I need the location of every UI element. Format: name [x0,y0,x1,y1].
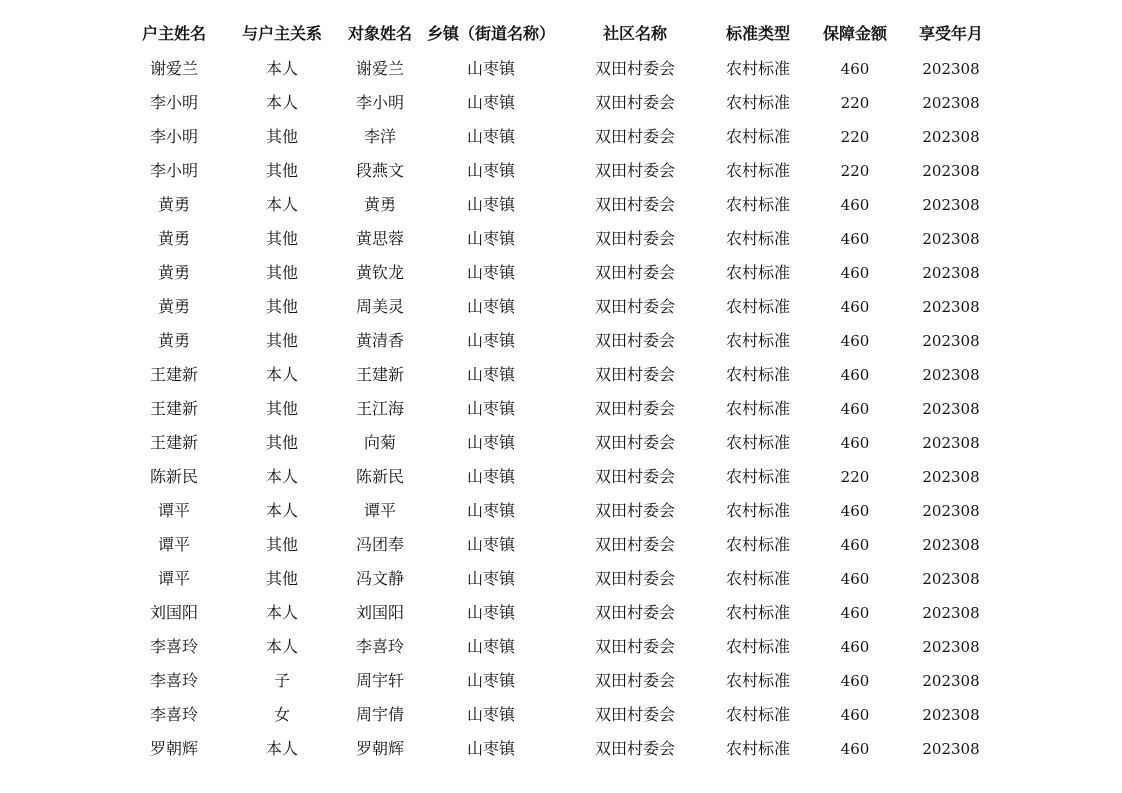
cell-month: 202308 [922,570,980,588]
cell-community: 双田村委会 [594,127,675,146]
cell-month: 202308 [922,468,980,486]
cell-relation: 其他 [265,433,298,452]
cell-household-head: 李小明 [149,161,198,180]
table-row [0,460,1122,494]
cell-household-head: 黄勇 [157,263,190,282]
cell-household-head: 谭平 [157,535,190,554]
table-row [0,222,1122,256]
cell-township: 山枣镇 [466,535,515,554]
cell-standard-type: 农村标准 [725,501,790,520]
cell-month: 202308 [922,366,980,384]
cell-community: 双田村委会 [594,467,675,486]
cell-household-head: 黄勇 [157,331,190,350]
header-recipient-name: 对象姓名 [347,24,412,43]
cell-standard-type: 农村标准 [725,569,790,588]
cell-amount: 220 [840,468,870,486]
cell-recipient-name: 冯文静 [355,569,404,588]
cell-household-head: 黄勇 [157,297,190,316]
table-row [0,426,1122,460]
cell-month: 202308 [922,740,980,758]
table-row [0,188,1122,222]
cell-month: 202308 [922,196,980,214]
table-row [0,324,1122,358]
cell-standard-type: 农村标准 [725,195,790,214]
cell-township: 山枣镇 [466,127,515,146]
cell-township: 山枣镇 [466,399,515,418]
cell-month: 202308 [922,60,980,78]
cell-standard-type: 农村标准 [725,705,790,724]
cell-recipient-name: 周宇轩 [355,671,404,690]
cell-community: 双田村委会 [594,229,675,248]
cell-township: 山枣镇 [466,161,515,180]
cell-month: 202308 [922,264,980,282]
cell-relation: 其他 [265,263,298,282]
cell-relation: 本人 [265,59,298,78]
cell-community: 双田村委会 [594,603,675,622]
cell-community: 双田村委会 [594,739,675,758]
cell-township: 山枣镇 [466,739,515,758]
cell-month: 202308 [922,162,980,180]
cell-standard-type: 农村标准 [725,637,790,656]
cell-recipient-name: 黄勇 [363,195,396,214]
cell-household-head: 刘国阳 [149,603,198,622]
cell-household-head: 罗朝辉 [149,739,198,758]
cell-standard-type: 农村标准 [725,365,790,384]
cell-recipient-name: 谢爱兰 [355,59,404,78]
cell-community: 双田村委会 [594,671,675,690]
cell-month: 202308 [922,230,980,248]
cell-community: 双田村委会 [594,365,675,384]
cell-amount: 460 [840,366,870,384]
cell-recipient-name: 李洋 [363,127,396,146]
cell-recipient-name: 李喜玲 [355,637,404,656]
cell-amount: 460 [840,638,870,656]
cell-household-head: 黄勇 [157,229,190,248]
cell-household-head: 李喜玲 [149,705,198,724]
cell-relation: 其他 [265,569,298,588]
cell-recipient-name: 周宇倩 [355,705,404,724]
table-row [0,52,1122,86]
cell-month: 202308 [922,298,980,316]
cell-month: 202308 [922,672,980,690]
cell-month: 202308 [922,638,980,656]
cell-relation: 本人 [265,739,298,758]
cell-recipient-name: 李小明 [355,93,404,112]
cell-standard-type: 农村标准 [725,535,790,554]
cell-community: 双田村委会 [594,263,675,282]
table-row [0,664,1122,698]
table-row [0,120,1122,154]
cell-amount: 460 [840,264,870,282]
table-row [0,528,1122,562]
cell-township: 山枣镇 [466,705,515,724]
cell-month: 202308 [922,536,980,554]
cell-community: 双田村委会 [594,535,675,554]
cell-township: 山枣镇 [466,331,515,350]
cell-amount: 220 [840,94,870,112]
cell-household-head: 李喜玲 [149,671,198,690]
cell-amount: 460 [840,60,870,78]
header-standard-type: 标准类型 [725,24,790,43]
cell-month: 202308 [922,400,980,418]
cell-township: 山枣镇 [466,501,515,520]
cell-recipient-name: 向菊 [363,433,396,452]
table-row [0,256,1122,290]
cell-month: 202308 [922,706,980,724]
cell-amount: 460 [840,196,870,214]
cell-household-head: 王建新 [149,433,198,452]
cell-household-head: 谭平 [157,569,190,588]
cell-standard-type: 农村标准 [725,161,790,180]
cell-standard-type: 农村标准 [725,93,790,112]
cell-recipient-name: 黄钦龙 [355,263,404,282]
cell-standard-type: 农村标准 [725,263,790,282]
cell-amount: 460 [840,298,870,316]
cell-township: 山枣镇 [466,195,515,214]
cell-amount: 460 [840,604,870,622]
cell-recipient-name: 黄思蓉 [355,229,404,248]
cell-township: 山枣镇 [466,433,515,452]
cell-household-head: 李小明 [149,93,198,112]
cell-community: 双田村委会 [594,93,675,112]
table-row [0,290,1122,324]
table-row [0,562,1122,596]
cell-standard-type: 农村标准 [725,467,790,486]
cell-amount: 460 [840,400,870,418]
cell-township: 山枣镇 [466,467,515,486]
cell-relation: 其他 [265,297,298,316]
cell-community: 双田村委会 [594,297,675,316]
cell-standard-type: 农村标准 [725,127,790,146]
cell-township: 山枣镇 [466,297,515,316]
cell-relation: 其他 [265,229,298,248]
cell-standard-type: 农村标准 [725,229,790,248]
cell-recipient-name: 陈新民 [355,467,404,486]
cell-relation: 其他 [265,161,298,180]
cell-amount: 460 [840,570,870,588]
cell-standard-type: 农村标准 [725,433,790,452]
header-relation: 与户主关系 [241,24,322,43]
table-row [0,732,1122,766]
cell-community: 双田村委会 [594,59,675,78]
table-row [0,596,1122,630]
cell-amount: 460 [840,536,870,554]
cell-standard-type: 农村标准 [725,297,790,316]
cell-standard-type: 农村标准 [725,59,790,78]
cell-recipient-name: 黄清香 [355,331,404,350]
cell-household-head: 李小明 [149,127,198,146]
cell-amount: 460 [840,434,870,452]
cell-recipient-name: 刘国阳 [355,603,404,622]
cell-community: 双田村委会 [594,433,675,452]
cell-month: 202308 [922,94,980,112]
cell-township: 山枣镇 [466,229,515,248]
cell-township: 山枣镇 [466,93,515,112]
cell-household-head: 王建新 [149,399,198,418]
cell-month: 202308 [922,604,980,622]
cell-month: 202308 [922,502,980,520]
cell-relation: 本人 [265,467,298,486]
cell-recipient-name: 王江海 [355,399,404,418]
table-row [0,630,1122,664]
cell-community: 双田村委会 [594,569,675,588]
header-community: 社区名称 [602,24,667,43]
table-row [0,392,1122,426]
header-month: 享受年月 [918,24,983,43]
cell-month: 202308 [922,332,980,350]
cell-standard-type: 农村标准 [725,671,790,690]
cell-standard-type: 农村标准 [725,399,790,418]
header-amount: 保障金额 [822,24,887,43]
cell-community: 双田村委会 [594,331,675,350]
cell-community: 双田村委会 [594,161,675,180]
cell-relation: 本人 [265,365,298,384]
cell-relation: 其他 [265,535,298,554]
table-header-row [0,17,1122,51]
cell-recipient-name: 谭平 [363,501,396,520]
cell-recipient-name: 罗朝辉 [355,739,404,758]
table-row [0,494,1122,528]
cell-community: 双田村委会 [594,399,675,418]
cell-relation: 本人 [265,637,298,656]
cell-household-head: 陈新民 [149,467,198,486]
table-row [0,86,1122,120]
cell-township: 山枣镇 [466,603,515,622]
cell-household-head: 黄勇 [157,195,190,214]
cell-community: 双田村委会 [594,195,675,214]
cell-township: 山枣镇 [466,569,515,588]
cell-relation: 本人 [265,501,298,520]
cell-recipient-name: 段燕文 [355,161,404,180]
cell-township: 山枣镇 [466,365,515,384]
cell-household-head: 谢爱兰 [149,59,198,78]
cell-amount: 460 [840,230,870,248]
cell-relation: 本人 [265,93,298,112]
cell-standard-type: 农村标准 [725,331,790,350]
cell-amount: 220 [840,162,870,180]
cell-household-head: 谭平 [157,501,190,520]
cell-household-head: 李喜玲 [149,637,198,656]
cell-community: 双田村委会 [594,501,675,520]
cell-relation: 其他 [265,399,298,418]
cell-relation: 女 [273,705,290,724]
cell-amount: 460 [840,332,870,350]
cell-township: 山枣镇 [466,637,515,656]
cell-household-head: 王建新 [149,365,198,384]
cell-relation: 其他 [265,127,298,146]
cell-township: 山枣镇 [466,263,515,282]
cell-relation: 本人 [265,195,298,214]
cell-recipient-name: 周美灵 [355,297,404,316]
cell-standard-type: 农村标准 [725,739,790,758]
header-township: 乡镇（街道名称） [426,24,555,43]
table-row [0,698,1122,732]
cell-amount: 460 [840,740,870,758]
cell-recipient-name: 王建新 [355,365,404,384]
header-household-head: 户主姓名 [141,24,206,43]
cell-relation: 其他 [265,331,298,350]
table-row [0,154,1122,188]
cell-amount: 460 [840,706,870,724]
cell-amount: 460 [840,502,870,520]
cell-month: 202308 [922,434,980,452]
cell-recipient-name: 冯团奉 [355,535,404,554]
cell-relation: 子 [273,671,290,690]
cell-amount: 460 [840,672,870,690]
cell-month: 202308 [922,128,980,146]
cell-relation: 本人 [265,603,298,622]
cell-amount: 220 [840,128,870,146]
cell-community: 双田村委会 [594,705,675,724]
cell-township: 山枣镇 [466,671,515,690]
cell-standard-type: 农村标准 [725,603,790,622]
table-row [0,358,1122,392]
cell-township: 山枣镇 [466,59,515,78]
cell-community: 双田村委会 [594,637,675,656]
